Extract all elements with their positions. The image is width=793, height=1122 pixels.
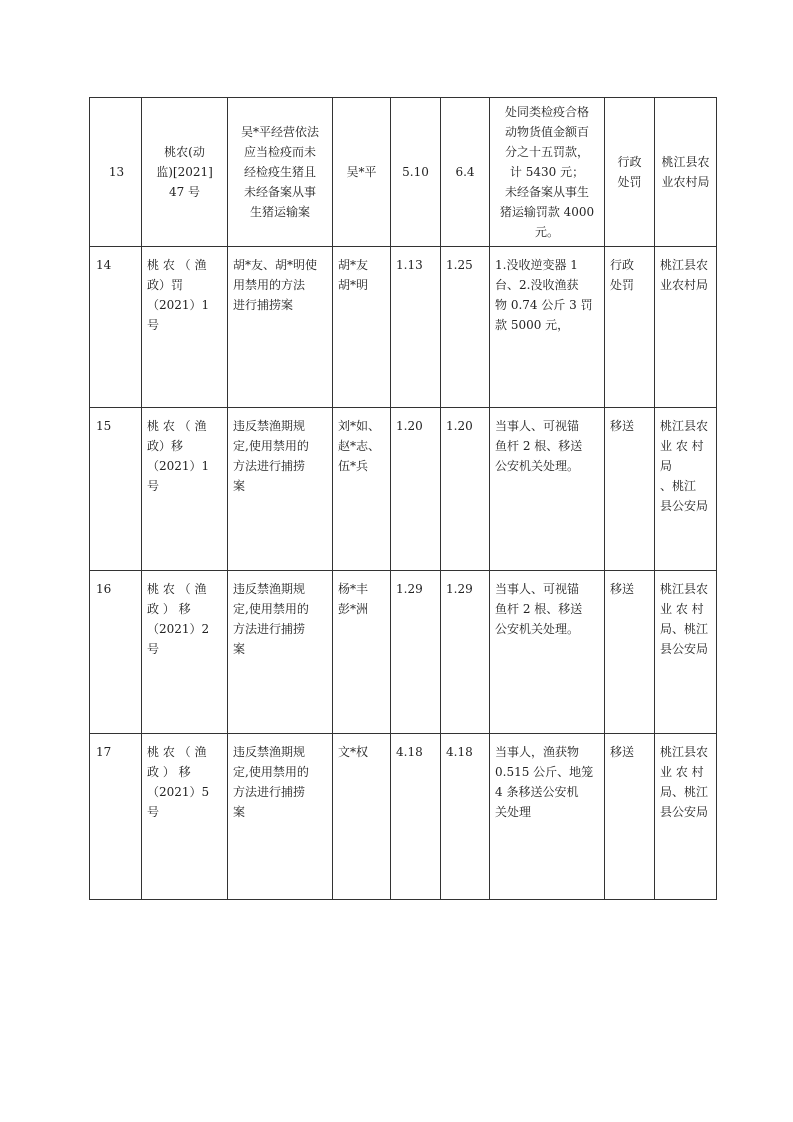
disposal-type-line: 移送 bbox=[610, 582, 635, 596]
filing-date-cell: 1.29 bbox=[391, 571, 441, 734]
table-row bbox=[90, 98, 717, 247]
agency-line: 业 农 村 局 bbox=[660, 439, 704, 473]
decision-date-cell: 1.29 bbox=[441, 571, 490, 734]
case-name-line: 用禁用的方法 bbox=[233, 278, 306, 292]
result-line: 计 5430 元； bbox=[509, 165, 585, 179]
case-name-line: 案 bbox=[233, 479, 246, 493]
case-name-line: 案 bbox=[233, 642, 246, 656]
document-number-cell bbox=[142, 98, 228, 247]
party-cell bbox=[333, 734, 391, 900]
result-cell bbox=[490, 734, 605, 900]
table-row bbox=[90, 734, 717, 900]
agency-cell bbox=[655, 571, 717, 734]
agency-line: 桃江县农 bbox=[660, 745, 709, 759]
disposal-type-line: 行政 bbox=[610, 258, 635, 272]
document-number-line: 47 号 bbox=[168, 185, 201, 199]
case-name-cell bbox=[228, 247, 333, 408]
party-line: 文*权 bbox=[338, 745, 369, 759]
case-name-line: 进行捕捞案 bbox=[233, 298, 294, 312]
party-cell bbox=[333, 98, 391, 247]
case-number-cell: 16 bbox=[90, 571, 142, 734]
document-number-line: 号 bbox=[147, 805, 160, 819]
result-line: 1.没收逆变器 1 bbox=[495, 258, 578, 272]
disposal-type-line: 移送 bbox=[610, 419, 635, 433]
case-name-line: 定,使用禁用的 bbox=[233, 439, 309, 453]
result-line: 台、2.没收渔获 bbox=[495, 278, 579, 292]
case-name-line: 生猪运输案 bbox=[249, 205, 310, 219]
party-line: 胡*明 bbox=[338, 278, 369, 292]
party-line: 赵*志、 bbox=[338, 439, 381, 453]
case-name-line: 违反禁渔期规 bbox=[233, 419, 306, 433]
document-number-line: （2021）5 bbox=[147, 785, 210, 799]
case-name-cell bbox=[228, 734, 333, 900]
result-cell bbox=[490, 247, 605, 408]
result-line: 元。 bbox=[534, 225, 559, 239]
document-number-line: 桃 农 （ 渔 bbox=[147, 258, 207, 272]
agency-line: 业 农 村 bbox=[660, 602, 704, 616]
result-line: 当事人，渔获物 bbox=[495, 745, 580, 759]
case-number-cell: 13 bbox=[90, 98, 142, 247]
agency-line: 局、桃江 bbox=[660, 785, 709, 799]
case-name-line: 吴*平经营依法 bbox=[240, 125, 319, 139]
document-number-line: 号 bbox=[147, 479, 160, 493]
disposal-type-cell bbox=[605, 571, 655, 734]
result-cell bbox=[490, 571, 605, 734]
result-line: 0.515 公斤、地笼 bbox=[495, 765, 594, 779]
result-line: 款 5000 元， bbox=[495, 318, 570, 332]
disposal-type-line: 移送 bbox=[610, 745, 635, 759]
disposal-type-cell bbox=[605, 734, 655, 900]
document-number-cell bbox=[142, 247, 228, 408]
result-line: 分之十五罚款， bbox=[504, 145, 589, 159]
case-name-line: 应当检疫而未 bbox=[243, 145, 316, 159]
table-row bbox=[90, 247, 717, 408]
party-cell bbox=[333, 408, 391, 571]
agency-line: 桃江县农 bbox=[660, 258, 709, 272]
result-line: 动物货值金额百 bbox=[504, 125, 589, 139]
agency-line: 桃江县农 bbox=[660, 582, 709, 596]
result-cell bbox=[490, 98, 605, 247]
table-body bbox=[90, 98, 717, 900]
filing-date-cell: 1.13 bbox=[391, 247, 441, 408]
case-name-line: 定,使用禁用的 bbox=[233, 765, 309, 779]
table-row bbox=[90, 571, 717, 734]
agency-line: 桃江县农 bbox=[661, 155, 710, 169]
agency-line: 业农村局 bbox=[660, 278, 709, 292]
agency-line: 业 农 村 bbox=[660, 765, 704, 779]
disposal-type-line: 处罚 bbox=[617, 175, 642, 189]
result-line: 当事人、可视锚 bbox=[495, 419, 580, 433]
document-number-line: 政）移 bbox=[147, 439, 184, 453]
agency-line: 业农村局 bbox=[661, 175, 710, 189]
result-line: 鱼杆 2 根、移送 bbox=[495, 602, 583, 616]
decision-date-cell: 1.25 bbox=[441, 247, 490, 408]
case-name-line: 方法进行捕捞 bbox=[233, 785, 306, 799]
document-number-line: 政）罚 bbox=[147, 278, 184, 292]
agency-line: 局、桃江 bbox=[660, 622, 709, 636]
agency-line: 桃江县农 bbox=[660, 419, 709, 433]
disposal-type-line: 处罚 bbox=[610, 278, 635, 292]
agency-line: 县公安局 bbox=[660, 805, 709, 819]
result-line: 4 条移送公安机 bbox=[495, 785, 579, 799]
result-line: 鱼杆 2 根、移送 bbox=[495, 439, 583, 453]
result-line: 猪运输罚款 4000 bbox=[499, 205, 595, 219]
document-number-cell bbox=[142, 734, 228, 900]
result-cell bbox=[490, 408, 605, 571]
disposal-type-line: 行政 bbox=[617, 155, 642, 169]
filing-date-cell: 1.20 bbox=[391, 408, 441, 571]
result-line: 公安机关处理。 bbox=[495, 459, 580, 473]
decision-date-cell: 4.18 bbox=[441, 734, 490, 900]
document-number-line: 桃农(动 bbox=[164, 145, 205, 159]
agency-cell bbox=[655, 98, 717, 247]
party-line: 刘*如、 bbox=[338, 419, 381, 433]
party-line: 胡*友 bbox=[338, 258, 369, 272]
case-name-line: 案 bbox=[233, 805, 246, 819]
document-number-line: （2021）1 bbox=[147, 459, 210, 473]
document-number-cell bbox=[142, 571, 228, 734]
case-name-cell bbox=[228, 571, 333, 734]
case-number-cell: 15 bbox=[90, 408, 142, 571]
case-name-line: 定,使用禁用的 bbox=[233, 602, 309, 616]
party-cell bbox=[333, 247, 391, 408]
penalty-table bbox=[89, 97, 717, 900]
case-name-line: 经检疫生猪且 bbox=[243, 165, 316, 179]
document-number-line: （2021）1 bbox=[147, 298, 210, 312]
party-cell bbox=[333, 571, 391, 734]
result-line: 物 0.74 公斤 3 罚 bbox=[495, 298, 593, 312]
case-name-line: 方法进行捕捞 bbox=[233, 622, 306, 636]
document-number-line: 桃 农 （ 渔 bbox=[147, 582, 207, 596]
document-number-line: 号 bbox=[147, 642, 160, 656]
document-number-line: 政 ） 移 bbox=[147, 602, 191, 616]
result-line: 处同类检疫合格 bbox=[504, 105, 589, 119]
document-number-line: 监)[2021] bbox=[156, 165, 213, 179]
party-line: 吴*平 bbox=[346, 165, 377, 179]
case-name-line: 未经备案从事 bbox=[243, 185, 316, 199]
disposal-type-cell bbox=[605, 98, 655, 247]
document-number-line: 号 bbox=[147, 318, 160, 332]
case-number-cell: 17 bbox=[90, 734, 142, 900]
table-row bbox=[90, 408, 717, 571]
filing-date-cell: 4.18 bbox=[391, 734, 441, 900]
agency-cell bbox=[655, 734, 717, 900]
party-line: 彭*洲 bbox=[338, 602, 369, 616]
case-name-cell bbox=[228, 408, 333, 571]
decision-date-cell: 1.20 bbox=[441, 408, 490, 571]
document-number-line: 桃 农 （ 渔 bbox=[147, 745, 207, 759]
case-name-line: 违反禁渔期规 bbox=[233, 582, 306, 596]
agency-line: 、桃江 bbox=[660, 479, 697, 493]
case-name-line: 胡*友、胡*明使 bbox=[233, 258, 318, 272]
document-number-line: 桃 农 （ 渔 bbox=[147, 419, 207, 433]
result-line: 公安机关处理。 bbox=[495, 622, 580, 636]
document-number-line: （2021）2 bbox=[147, 622, 210, 636]
result-line: 关处理 bbox=[495, 805, 532, 819]
result-line: 未经备案从事生 bbox=[504, 185, 589, 199]
case-name-line: 方法进行捕捞 bbox=[233, 459, 306, 473]
agency-cell bbox=[655, 247, 717, 408]
agency-line: 县公安局 bbox=[660, 499, 709, 513]
agency-line: 县公安局 bbox=[660, 642, 709, 656]
case-number-cell: 14 bbox=[90, 247, 142, 408]
decision-date-cell: 6.4 bbox=[441, 98, 490, 247]
filing-date-cell: 5.10 bbox=[391, 98, 441, 247]
disposal-type-cell bbox=[605, 247, 655, 408]
agency-cell bbox=[655, 408, 717, 571]
disposal-type-cell bbox=[605, 408, 655, 571]
case-name-line: 违反禁渔期规 bbox=[233, 745, 306, 759]
party-line: 杨*丰 bbox=[338, 582, 369, 596]
party-line: 伍*兵 bbox=[338, 459, 369, 473]
result-line: 当事人、可视锚 bbox=[495, 582, 580, 596]
case-name-cell bbox=[228, 98, 333, 247]
document-number-line: 政 ） 移 bbox=[147, 765, 191, 779]
document-number-cell bbox=[142, 408, 228, 571]
